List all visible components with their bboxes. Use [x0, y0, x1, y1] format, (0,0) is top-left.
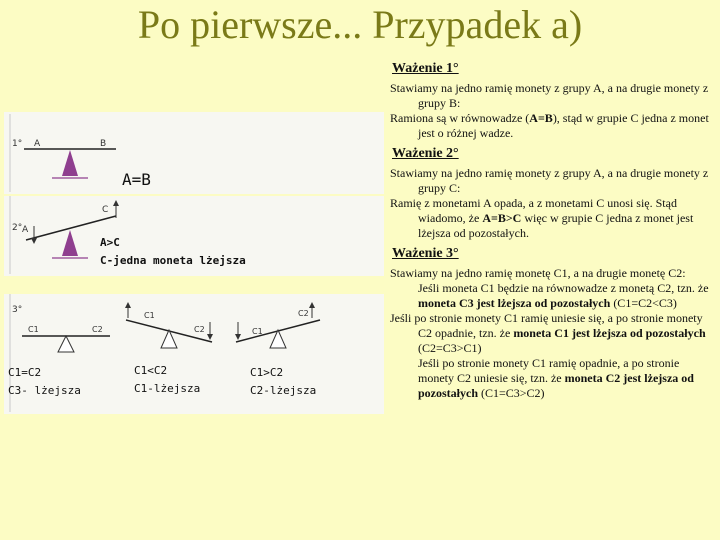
weighing-2-heading: Ważenie 2°	[392, 146, 459, 161]
weighing-2-result-line2: C-jedna moneta lżejsza	[100, 254, 246, 267]
svg-text:C2: C2	[92, 325, 103, 334]
case-c2-lighter-line1: C1>C2	[250, 366, 284, 379]
weighing-3-image	[4, 294, 384, 414]
weighing-3-text-1: Stawiamy na jedno ramię monetę C1, a na drugie monetę C2:	[390, 266, 686, 280]
case-c1-lighter-line2: C1-lżejsza	[134, 382, 201, 395]
svg-text:C: C	[102, 205, 109, 215]
weighing-1-result-label: A=B	[122, 170, 151, 189]
svg-text:C2: C2	[194, 325, 205, 334]
explanation-column	[390, 60, 716, 401]
weighing-3-case-c1: Jeśli po stronie monety C1 ramię uniesie się, a po stronie monety C2 opadnie, tzn. że moneta C1 jest lżejsza od pozostałych (C2=C3>C1)	[390, 311, 706, 355]
weighing-1-text-1: Stawiamy na jedno ramię monety z grupy A, a na drugie monety z grupy B:	[390, 81, 709, 110]
svg-text:2°: 2°	[12, 223, 23, 233]
weighing-3-heading: Ważenie 3°	[392, 246, 459, 261]
weighing-1-text-2: Ramiona są w równowadze (A=B), stąd w grupie C jedna z monet jest o różnej wadze.	[390, 111, 709, 140]
case-c1-lighter-line1: C1<C2	[134, 364, 168, 377]
svg-text:1°: 1°	[12, 139, 23, 149]
svg-text:C2: C2	[298, 309, 309, 318]
weighing-2-text-1: Stawiamy na jedno ramię monety z grupy A, a na drugie monety z grupy C:	[390, 166, 709, 195]
svg-text:A: A	[34, 139, 41, 149]
slide-title: Po pierwsze... Przypadek a)	[137, 2, 583, 47]
balance-scale-1-drawing	[4, 112, 384, 194]
case-balanced-line2: C3- lżejsza	[8, 384, 81, 397]
weighing-2-result-line1: A>C	[100, 236, 120, 249]
svg-text:C1: C1	[252, 327, 263, 336]
svg-text:A: A	[22, 225, 29, 235]
weighing-2-text-2: Ramię z monetami A opada, a z monetami C unosi się. Stąd wiadomo, że A=B>C więc w grupie C jedna z monet jest lżejsza od pozostałych.	[390, 196, 694, 240]
weighing-3-case-balanced: Jeśli moneta C1 będzie na równowadze z monetą C2, tzn. że moneta C3 jest lżejsza od pozostałych (C1=C2<C3)	[418, 281, 709, 310]
weighing-3-case-c2: Jeśli po stronie monety C1 ramię opadnie, a po stronie monety C2 uniesie się, tzn. że moneta C2 jest lżejsza od pozostałych (C1=C3>C2)	[418, 356, 694, 400]
weighing-1-image	[4, 112, 384, 194]
case-c2-lighter-line2: C2-lżejsza	[250, 384, 317, 397]
case-balanced-line1: C1=C2	[8, 366, 42, 379]
svg-text:C1: C1	[144, 311, 155, 320]
svg-text:B: B	[100, 139, 107, 149]
weighing-2-image	[4, 196, 384, 276]
svg-text:3°: 3°	[12, 305, 23, 315]
weighing-1-heading: Ważenie 1°	[392, 61, 459, 76]
svg-text:C1: C1	[28, 325, 39, 334]
